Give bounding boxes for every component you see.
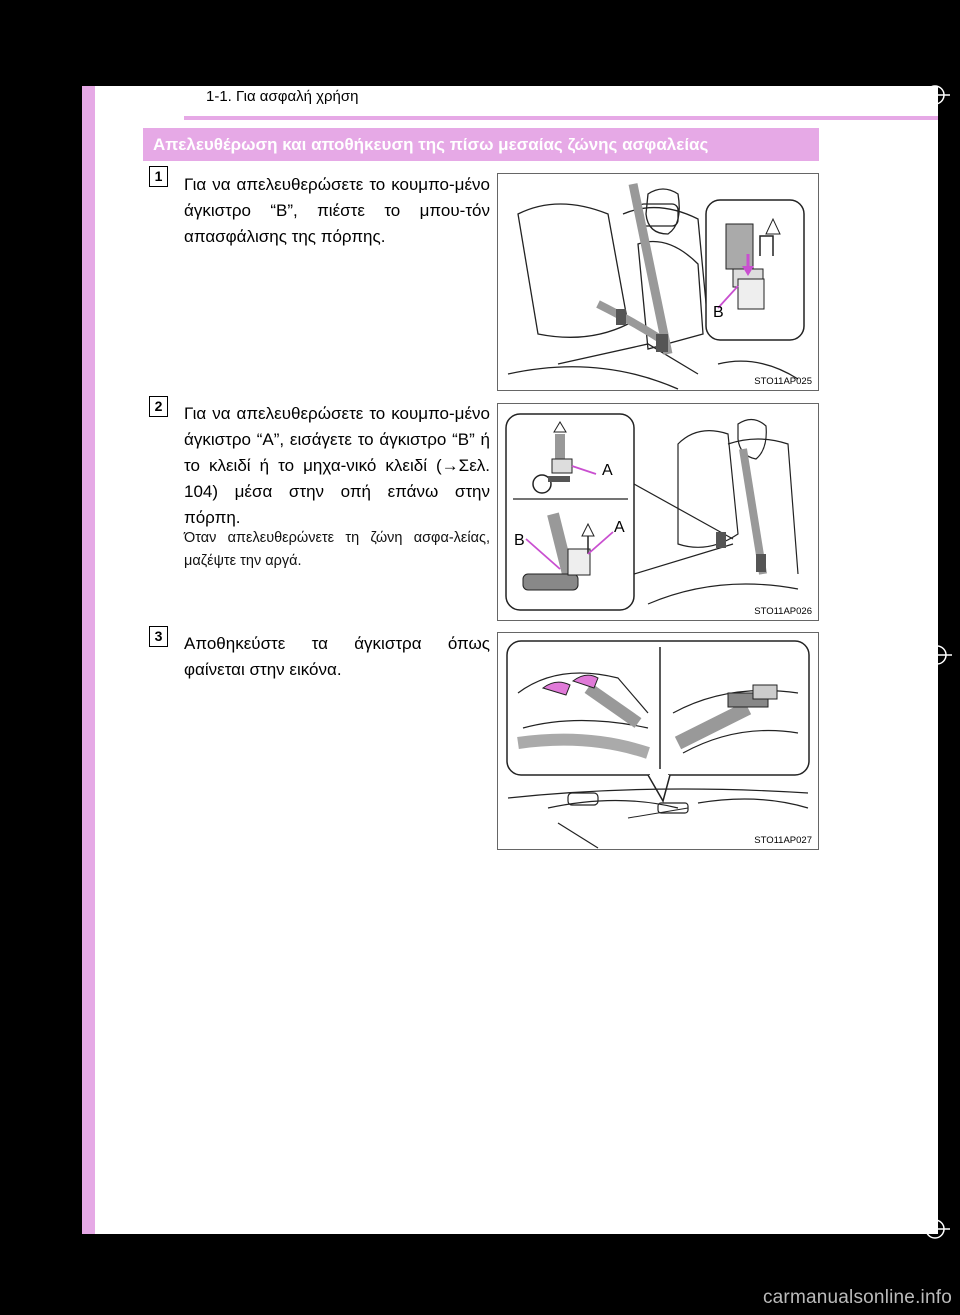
figure-2-label-b: B (514, 532, 525, 549)
chapter-heading: 1-1. Για ασφαλή χρήση (206, 88, 359, 105)
step-number-3: 3 (149, 626, 168, 647)
step-2-note: Όταν απελευθερώνετε τη ζώνη ασφα-λείας, μαζέψτε την αργά. (184, 530, 490, 569)
figure-3-code: STO11AP027 (754, 835, 812, 846)
figure-seat-buckle-release (497, 173, 819, 391)
step-1-text: Για να απελευθερώσετε το κουμπο-μένο άγκιστρο “B”, πιέστε το μπου-τόν απασφάλισης της πόρπης. (184, 175, 490, 246)
crop-mark-bottom-right (920, 1214, 950, 1244)
figure-2-code: STO11AP026 (754, 606, 812, 617)
figure-hook-storage (497, 632, 819, 850)
crop-mark-top-right (920, 80, 950, 110)
figure-1-code: STO11AP025 (754, 376, 812, 387)
figure-2-label-a-top: A (602, 462, 613, 479)
section-title-bar (143, 128, 819, 161)
figure-1-label-b: B (713, 304, 724, 321)
watermark: carmanualsonline.info (762, 1287, 952, 1308)
figure-2-label-a-bottom: A (614, 519, 625, 536)
step-number-2: 2 (149, 396, 168, 417)
seat-belt-illustration-1 (498, 174, 818, 390)
figure-buckle-hook-release (497, 403, 819, 621)
step-3-text: Αποθηκεύστε τα άγκιστρα όπως φαίνεται στην εικόνα. (184, 634, 490, 679)
page-side-bar (82, 86, 95, 1234)
header-rule (184, 116, 938, 120)
step-2-text: Για να απελευθερώσετε το κουμπο-μένο άγκιστρο “A”, εισάγετε το άγκιστρο “B” ή το κλειδί ή το μηχα-νικό κλειδί (→Σελ. 104) μέσα στην οπή επάνω στην πόρπη. (184, 404, 490, 527)
seat-belt-illustration-2 (498, 404, 818, 620)
crop-mark-right (922, 640, 952, 670)
step-number-1: 1 (149, 166, 168, 187)
section-title: Απελευθέρωση και αποθήκευση της πίσω μεσαίας ζώνης ασφαλείας (153, 135, 709, 154)
seat-belt-illustration-3 (498, 633, 818, 849)
